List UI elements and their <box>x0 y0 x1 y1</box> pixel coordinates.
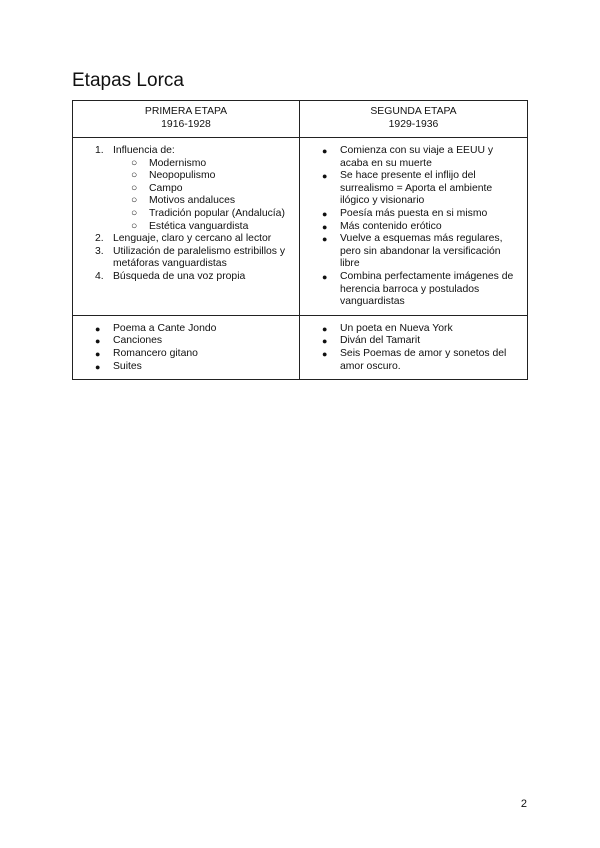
list-item: ○ Campo <box>131 182 183 194</box>
list-number: 3. <box>95 245 104 257</box>
first-stage-characteristics <box>73 138 300 316</box>
list-number: 1. <box>95 145 104 156</box>
list-item: ○ Tradición popular (Andalucía) <box>131 207 285 219</box>
stages-table <box>72 100 528 380</box>
first-stage-works-list <box>81 323 291 373</box>
bullet-icon: ● <box>95 323 101 334</box>
list-item: ● Se hace presente el inflijo del surrealismo = Aporta el ambiente ilógico y visionario <box>322 170 493 207</box>
sub-bullet-icon: ○ <box>131 157 138 169</box>
list-number: 2. <box>95 233 104 245</box>
influences-sublist <box>81 158 291 234</box>
list-item: ● Más contenido erótico <box>322 220 442 232</box>
list-item: ○ Modernismo <box>131 157 207 169</box>
list-item: ● Combina perfectamente imágenes de herencia barroca y postulados vanguardistas <box>322 270 514 308</box>
sub-bullet-icon: ○ <box>131 220 138 232</box>
list-item: ● Romancero gitano <box>95 347 198 359</box>
bullet-icon: ● <box>322 271 328 282</box>
table-row-characteristics <box>73 138 528 316</box>
second-stage-characteristics <box>300 138 528 316</box>
bullet-icon: ● <box>322 323 328 334</box>
list-item: 4. Búsqueda de una voz propia <box>95 270 246 282</box>
bullet-icon: ● <box>95 336 101 347</box>
table-header-row <box>73 101 528 138</box>
sub-bullet-icon: ○ <box>131 170 138 182</box>
bullet-icon: ● <box>322 336 328 347</box>
bullet-icon: ● <box>322 171 328 182</box>
list-item: ● Diván del Tamarit <box>322 335 421 347</box>
bullet-icon: ● <box>322 348 328 359</box>
second-stage-works-list <box>308 323 519 373</box>
list-item: ● Poema a Cante Jondo <box>95 322 217 334</box>
bullet-icon: ● <box>322 146 328 156</box>
list-item: ● Poesía más puesta en si mismo <box>322 207 488 219</box>
header-first-stage <box>73 101 300 138</box>
sub-bullet-icon: ○ <box>131 195 138 207</box>
list-item: ● Un poeta en Nueva York <box>322 322 453 334</box>
second-stage-years: 1929-1936 <box>388 119 439 130</box>
bullet-icon: ● <box>322 208 328 219</box>
list-item: ● Seis Poemas de amor y sonetos del amor oscuro. <box>322 347 507 372</box>
list-item: ○ Neopopulismo <box>131 170 216 182</box>
first-stage-label: PRIMERA ETAPA <box>144 106 228 117</box>
sub-bullet-icon: ○ <box>131 182 138 194</box>
list-item: 3. Utilización de paralelismo estribillos y metáforas vanguardistas <box>95 245 286 270</box>
second-stage-list <box>308 145 519 309</box>
bullet-icon: ● <box>322 234 328 245</box>
table-row-works <box>73 315 528 379</box>
bullet-icon: ● <box>95 348 101 359</box>
first-stage-works <box>73 315 300 379</box>
first-stage-years: 1916-1928 <box>161 119 211 130</box>
second-stage-label: SEGUNDA ETAPA <box>370 106 457 117</box>
list-item: ○ Estética vanguardista <box>131 220 249 232</box>
list-item: ● Suites <box>95 360 142 372</box>
page-number: 2 <box>520 798 527 810</box>
bullet-icon: ● <box>95 361 101 372</box>
second-stage-works <box>300 315 528 379</box>
list-item: ● Comienza con su viaje a EEUU y acaba en su muerte <box>322 145 494 169</box>
sub-bullet-icon: ○ <box>131 207 138 219</box>
list-item: ○ Motivos andaluces <box>131 195 236 207</box>
list-item: ● Vuelve a esquemas más regulares, pero sin abandonar la versificación libre <box>322 233 503 270</box>
header-second-stage <box>300 101 528 138</box>
bullet-icon: ● <box>322 221 328 232</box>
list-number: 4. <box>95 270 104 282</box>
list-item: ● Canciones <box>95 335 163 347</box>
list-item: 1. Influencia de: <box>95 145 175 156</box>
first-stage-list <box>81 145 291 158</box>
first-stage-list-continued <box>81 233 291 283</box>
document-title: Etapas Lorca <box>72 70 184 91</box>
list-item: 2. Lenguaje, claro y cercano al lector <box>95 233 272 245</box>
